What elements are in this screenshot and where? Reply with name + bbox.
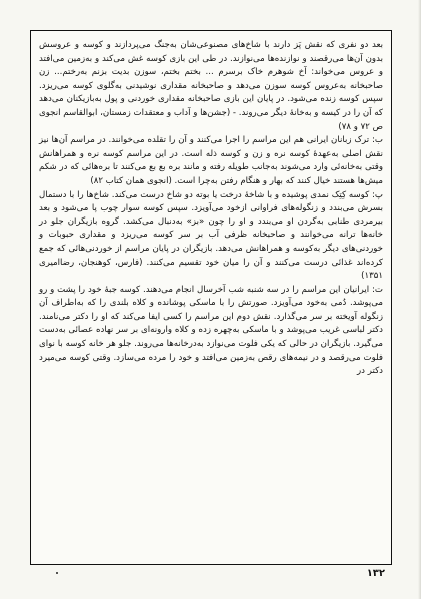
page-footer	[36, 568, 385, 584]
page-body-text	[39, 39, 383, 560]
page-number: ۱۳۲	[366, 568, 385, 579]
paragraph-kotek-costume: پ: کوسه کِتِک نمدی پوشیده و با شاخهٔ درخت یا بوته دو شاخ درست می‌کند. شاخ‌ها را با دستمال بسرش می‌بندد و زنگوله‌های فراوانی ازخود می‌آویزد. سپس کوسه سوار چوب پا می‌شود و بعد بیرمردی طنابی به‌گردن او می‌بندد و او را چون «بز» به‌دنبال می‌کشد. گروه بازیگران جلو در خانه‌ها ترانه می‌خوانند و صاحبخانه ظرفی آب بر سر کوسه می‌ریزد و مقداری حبوبات و خوردنی‌های دیگر به‌کوسه و همراهانش می‌دهد. بازیگران در پایان مراسم از خوردنی‌هائی که جمع کرده‌اند غذائی درست می‌کنند و آن را میان خود تقسیم می‌کنند. (فارس، کوهنجان، رضاامیری ۱۳۵۱)	[39, 189, 383, 282]
paragraph-turkish-speakers: ب: ترک زبانان ایرانی هم این مراسم را اجرا می‌کنند و آن را تقلده می‌خوانند. در مراسم آن‌ها نیز نقش اصلی به‌عهدهٔ کوسه نره و زن و کوسه ذله است. در این مراسم کوسه نره و همراهانش وقتی به‌خانه‌ئی وارد می‌شوند به‌جانب طویله رفته و مانند بره بع بع می‌کنند تا بره‌هائی که در شکم میش‌ها هستند خیال کنند که بهار و هنگام رفتن به‌چرا است. (انجوی همان کتاب ۸۲)	[39, 135, 383, 186]
text-frame	[30, 30, 392, 565]
paragraph-kuse-game: بعد دو نفری که نقش پَز دارند با شاخ‌های مصنوعی‌شان به‌جنگ می‌پردازند و کوسه و عروسش بدون آن‌ها می‌رقصند و نوازنده‌ها می‌نوازند. در طی این بازی کوسه غش می‌کند و به‌زمین می‌افتد و عروس می‌خواند: آخ شوهرم خاک برسرم ... بختم بختم، سوزن بدیت بزنم به‌رختم... زن صاحبخانه به‌عروس کوسه سوزن می‌دهد و صاحبخانه مقداری نوشیدنی به‌گلوی کوسه می‌ریزد. سپس کوسه زنده می‌شود. در پایان این بازی صاحبخانه مقداری خوردنی و پول به‌بازیکنان می‌دهد که آن را در کیسه و به‌خانهٔ دیگر می‌روند. - (جشن‌ها و آداب و معتقدات زمستان، ابوالقاسم انجوی ص ۷۲ و ۷۸)	[39, 40, 383, 132]
footer-dot	[56, 572, 58, 574]
paragraph-armenians-ritual: ت: ایرانیان این مراسم را در سه شنبه شب آخرسال انجام می‌دهند. کوسه جبهٔ خود را پشت و رو می‌پوشد. دُمی به‌خود می‌آویزد. صورتش را با ماسکی پوشانده و کلاه بلندی را که به‌اطراف آن زنگوله آویخته بر سر می‌گذارد. نقش دوم این مراسم را کسی ایفا می‌کند که او را دکتر می‌نامند. دکتر لباسی غریب می‌پوشد و با ماسکی به‌چهره زده و کلاه وارونه‌ای بر سر نهاده عصائی به‌دست می‌گیرد. بازیگران در حالی که یکی فلوت می‌نوازد به‌درخانه‌ها می‌روند. جلو هر خانه کوسه با نوای فلوت می‌رقصد و در نیمه‌های رقص به‌زمین می‌افتد و خود را مرده می‌سازد. وقتی کوسه می‌میرد دکتر در	[39, 284, 383, 377]
